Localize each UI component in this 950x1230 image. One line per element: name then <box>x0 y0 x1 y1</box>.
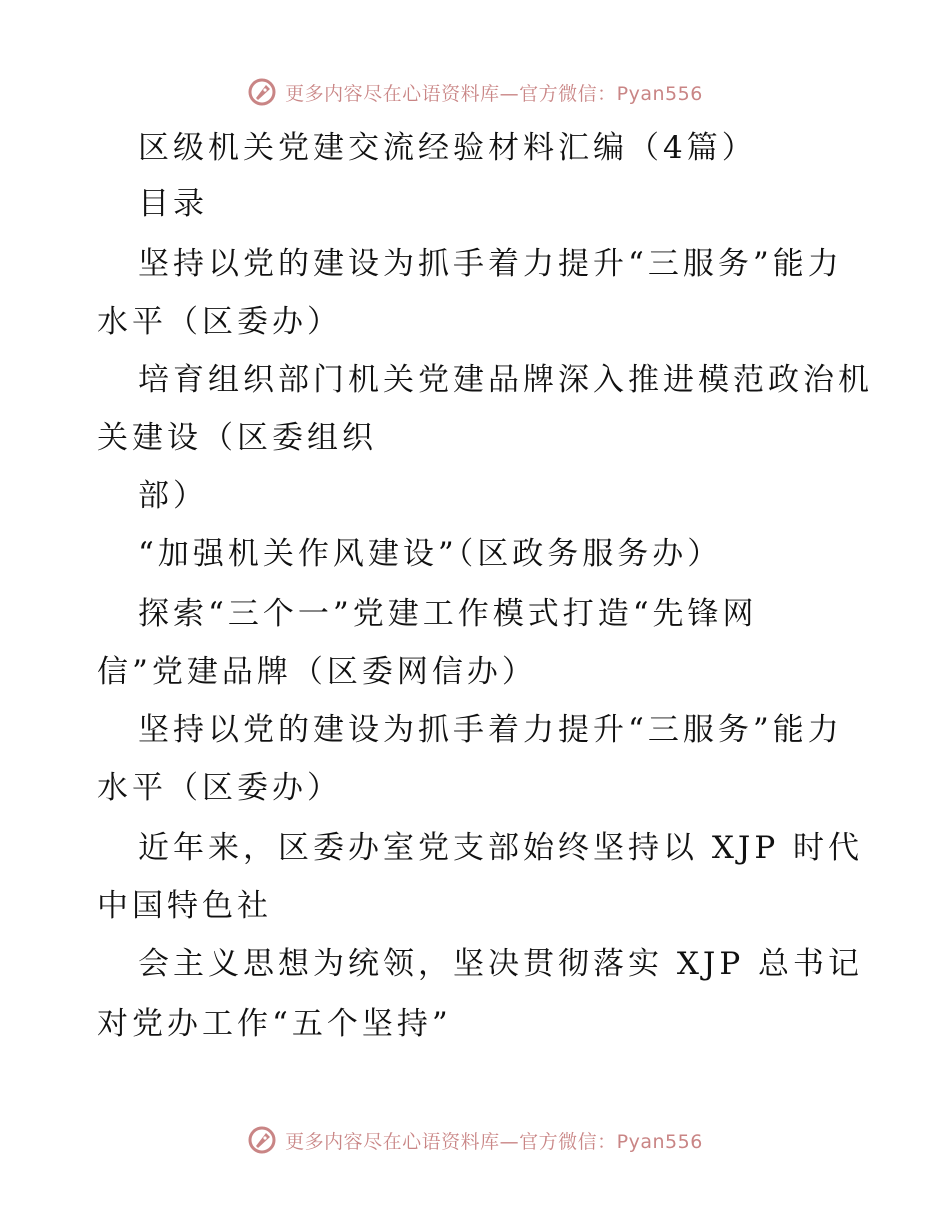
toc-heading: 目录 <box>138 186 208 222</box>
watermark-text: 更多内容尽在心语资料库—官方微信：Pyan556 <box>285 1130 703 1153</box>
toc-entry-2-line-1: 培育组织部门机关党建品牌深入推进模范政治机 <box>138 362 873 398</box>
pen-nib-logo-icon <box>247 77 277 107</box>
section-title-line-2: 水平（区委办） <box>97 770 342 806</box>
toc-entry-2-line-3: 部） <box>138 478 208 514</box>
section-title-line-1: 坚持以党的建设为抓手着力提升“三服务”能力 <box>138 712 843 748</box>
watermark-text: 更多内容尽在心语资料库—官方微信：Pyan556 <box>285 82 703 105</box>
toc-entry-3: “加强机关作风建设”（区政务服务办） <box>138 536 723 572</box>
toc-entry-1-line-2: 水平（区委办） <box>97 304 342 340</box>
body-paragraph-line-1: 近年来，区委办室党支部始终坚持以 XJP 时代 <box>138 830 864 866</box>
toc-entry-2-line-2: 关建设（区委组织 <box>97 420 377 456</box>
footer-watermark <box>0 1120 950 1160</box>
header-watermark <box>0 72 950 112</box>
pen-nib-logo-icon <box>247 1125 277 1155</box>
body-paragraph-line-2: 中国特色社 <box>97 888 272 924</box>
toc-entry-4-line-2: 信”党建品牌（区委网信办） <box>97 654 537 690</box>
body-paragraph-line-4: 对党办工作“五个坚持” <box>97 1006 452 1042</box>
document-title: 区级机关党建交流经验材料汇编（4篇） <box>138 130 757 166</box>
toc-entry-1-line-1: 坚持以党的建设为抓手着力提升“三服务”能力 <box>138 246 843 282</box>
toc-entry-4-line-1: 探索“三个一”党建工作模式打造“先锋网 <box>138 596 758 632</box>
body-paragraph-line-3: 会主义思想为统领，坚决贯彻落实 XJP 总书记 <box>138 946 864 982</box>
